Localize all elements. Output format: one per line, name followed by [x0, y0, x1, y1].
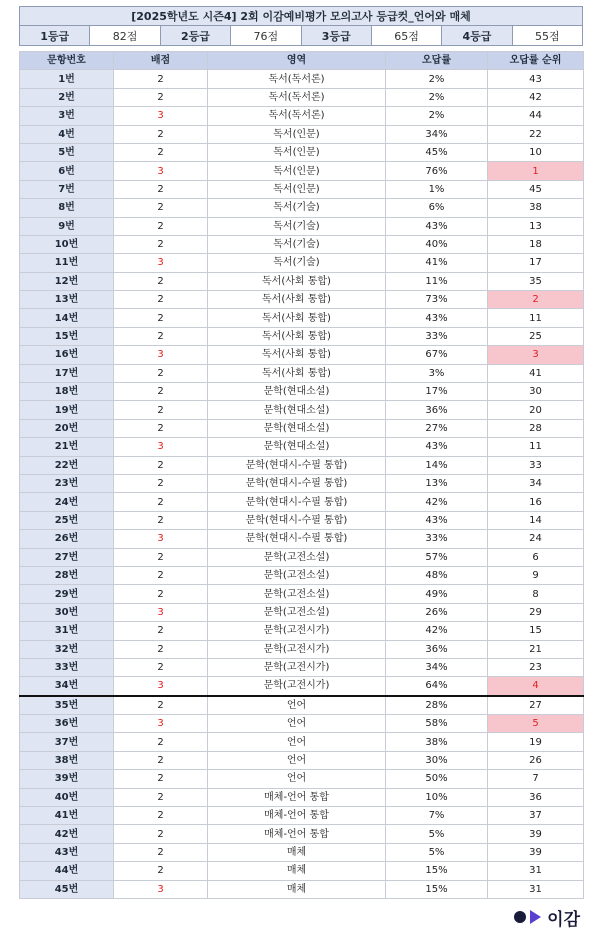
logo-text: 이감 [547, 909, 580, 930]
page-title: [2025학년도 시즌4] 2회 이감예비평가 모의고사 등급컷_언어와 매체 [20, 7, 583, 26]
header-error-rate: 오답률 [386, 52, 488, 70]
cell-points: 2 [114, 493, 208, 511]
grade-cut-label: 1등급 [20, 26, 90, 46]
table-row [20, 217, 584, 235]
cell-question-number: 19번 [20, 401, 114, 419]
cell-error-rate: 49% [386, 585, 488, 603]
table-row [20, 401, 584, 419]
cell-error-rate: 15% [386, 880, 488, 898]
header-question-number: 문항번호 [20, 52, 114, 70]
cell-area: 문학(고전소설) [208, 603, 386, 621]
cell-question-number: 42번 [20, 825, 114, 843]
cell-question-number: 14번 [20, 309, 114, 327]
table-row [20, 770, 584, 788]
cell-question-number: 21번 [20, 438, 114, 456]
cell-points: 2 [114, 696, 208, 715]
cell-area: 독서(사회 통합) [208, 272, 386, 290]
cell-error-rank: 11 [488, 309, 584, 327]
cell-area: 문학(현대소설) [208, 401, 386, 419]
cell-question-number: 23번 [20, 474, 114, 492]
cell-error-rate: 14% [386, 456, 488, 474]
table-row [20, 715, 584, 733]
cell-error-rate: 36% [386, 401, 488, 419]
cell-points: 3 [114, 603, 208, 621]
cell-error-rate: 36% [386, 640, 488, 658]
cell-points: 2 [114, 125, 208, 143]
cell-points: 2 [114, 309, 208, 327]
cell-points: 2 [114, 217, 208, 235]
cell-points: 3 [114, 530, 208, 548]
cell-points: 2 [114, 566, 208, 584]
cell-area: 언어 [208, 715, 386, 733]
table-row [20, 880, 584, 898]
cell-area: 독서(독서론) [208, 70, 386, 88]
table-header-row [20, 52, 584, 70]
table-row [20, 254, 584, 272]
cell-question-number: 18번 [20, 383, 114, 401]
cell-area: 문학(고전소설) [208, 548, 386, 566]
cell-error-rank: 9 [488, 566, 584, 584]
cell-question-number: 40번 [20, 788, 114, 806]
cell-error-rate: 48% [386, 566, 488, 584]
cell-error-rate: 34% [386, 125, 488, 143]
cell-error-rate: 1% [386, 180, 488, 198]
cell-error-rank: 34 [488, 474, 584, 492]
cell-question-number: 32번 [20, 640, 114, 658]
cell-points: 2 [114, 548, 208, 566]
cell-question-number: 15번 [20, 327, 114, 345]
grade-cut-value: 76점 [231, 26, 301, 46]
grade-cut-value: 55점 [512, 26, 582, 46]
logo-triangle-icon [530, 910, 541, 924]
cell-area: 매체 [208, 843, 386, 861]
cell-points: 2 [114, 327, 208, 345]
table-row [20, 658, 584, 676]
table-row [20, 640, 584, 658]
table-row [20, 199, 584, 217]
cell-error-rank: 31 [488, 880, 584, 898]
cell-error-rank: 7 [488, 770, 584, 788]
cell-question-number: 22번 [20, 456, 114, 474]
cell-area: 독서(사회 통합) [208, 327, 386, 345]
cell-question-number: 43번 [20, 843, 114, 861]
cell-error-rate: 50% [386, 770, 488, 788]
cell-points: 2 [114, 640, 208, 658]
cell-error-rate: 17% [386, 383, 488, 401]
cell-area: 문학(현대시-수필 통합) [208, 511, 386, 529]
cell-question-number: 16번 [20, 346, 114, 364]
cell-points: 3 [114, 677, 208, 696]
cell-area: 독서(기술) [208, 199, 386, 217]
cell-error-rank: 4 [488, 677, 584, 696]
cell-error-rank: 1 [488, 162, 584, 180]
cell-area: 독서(사회 통합) [208, 291, 386, 309]
cell-area: 언어 [208, 696, 386, 715]
cell-points: 3 [114, 254, 208, 272]
cell-error-rank: 17 [488, 254, 584, 272]
cell-area: 독서(인문) [208, 162, 386, 180]
cell-error-rate: 58% [386, 715, 488, 733]
cell-points: 2 [114, 807, 208, 825]
table-row [20, 235, 584, 253]
cell-question-number: 45번 [20, 880, 114, 898]
table-row [20, 125, 584, 143]
cell-area: 독서(인문) [208, 125, 386, 143]
cell-error-rank: 33 [488, 456, 584, 474]
grade-cut-label: 3등급 [301, 26, 371, 46]
cell-points: 3 [114, 438, 208, 456]
cell-error-rate: 45% [386, 143, 488, 161]
cell-points: 3 [114, 715, 208, 733]
cell-area: 독서(독서론) [208, 107, 386, 125]
cell-question-number: 28번 [20, 566, 114, 584]
cell-area: 매체-언어 통합 [208, 825, 386, 843]
cell-error-rank: 28 [488, 419, 584, 437]
cell-area: 문학(현대시-수필 통합) [208, 493, 386, 511]
cell-error-rate: 43% [386, 217, 488, 235]
table-row [20, 751, 584, 769]
brand-logo [514, 906, 580, 928]
cell-area: 문학(현대시-수필 통합) [208, 456, 386, 474]
cell-question-number: 31번 [20, 622, 114, 640]
cell-question-number: 29번 [20, 585, 114, 603]
grade-cut-label: 2등급 [160, 26, 230, 46]
cell-error-rank: 2 [488, 291, 584, 309]
table-row [20, 346, 584, 364]
cell-error-rate: 10% [386, 788, 488, 806]
cell-question-number: 2번 [20, 88, 114, 106]
header-points: 배점 [114, 52, 208, 70]
cell-area: 문학(고전시가) [208, 677, 386, 696]
cell-area: 언어 [208, 733, 386, 751]
cell-error-rate: 43% [386, 511, 488, 529]
cell-error-rate: 33% [386, 530, 488, 548]
table-body [20, 70, 584, 899]
cell-error-rank: 29 [488, 603, 584, 621]
table-row [20, 825, 584, 843]
cell-area: 매체-언어 통합 [208, 788, 386, 806]
cell-error-rank: 43 [488, 70, 584, 88]
cell-points: 2 [114, 862, 208, 880]
cell-error-rank: 15 [488, 622, 584, 640]
cell-error-rank: 25 [488, 327, 584, 345]
table-row [20, 511, 584, 529]
cell-error-rate: 42% [386, 493, 488, 511]
cell-question-number: 36번 [20, 715, 114, 733]
cell-points: 2 [114, 88, 208, 106]
cell-error-rate: 13% [386, 474, 488, 492]
cell-area: 독서(사회 통합) [208, 309, 386, 327]
cell-area: 문학(현대소설) [208, 438, 386, 456]
cell-question-number: 27번 [20, 548, 114, 566]
cell-error-rate: 73% [386, 291, 488, 309]
cell-error-rate: 27% [386, 419, 488, 437]
cell-error-rank: 13 [488, 217, 584, 235]
cell-question-number: 24번 [20, 493, 114, 511]
cell-area: 독서(기술) [208, 235, 386, 253]
cell-question-number: 41번 [20, 807, 114, 825]
cell-points: 2 [114, 658, 208, 676]
grade-cut-table [19, 25, 583, 46]
cell-points: 2 [114, 180, 208, 198]
cell-points: 3 [114, 107, 208, 125]
table-row [20, 438, 584, 456]
cell-points: 2 [114, 401, 208, 419]
cell-question-number: 1번 [20, 70, 114, 88]
table-row [20, 843, 584, 861]
cell-question-number: 8번 [20, 199, 114, 217]
cell-error-rate: 38% [386, 733, 488, 751]
cell-area: 문학(현대시-수필 통합) [208, 530, 386, 548]
cell-error-rank: 24 [488, 530, 584, 548]
table-row [20, 309, 584, 327]
cell-error-rank: 10 [488, 143, 584, 161]
cell-error-rate: 40% [386, 235, 488, 253]
cell-points: 2 [114, 843, 208, 861]
cell-error-rate: 7% [386, 807, 488, 825]
table-row [20, 733, 584, 751]
table-row [20, 622, 584, 640]
cell-error-rank: 35 [488, 272, 584, 290]
cell-question-number: 20번 [20, 419, 114, 437]
cell-error-rank: 23 [488, 658, 584, 676]
cell-points: 3 [114, 880, 208, 898]
header-error-rank: 오답률 순위 [488, 52, 584, 70]
table-row [20, 70, 584, 88]
cell-error-rate: 33% [386, 327, 488, 345]
cell-area: 언어 [208, 751, 386, 769]
cell-points: 2 [114, 770, 208, 788]
cell-error-rate: 34% [386, 658, 488, 676]
cell-error-rate: 43% [386, 309, 488, 327]
grade-cut-value: 82점 [90, 26, 160, 46]
grade-cut-label: 4등급 [442, 26, 512, 46]
cell-points: 2 [114, 456, 208, 474]
cell-points: 2 [114, 272, 208, 290]
table-row [20, 180, 584, 198]
cell-error-rank: 36 [488, 788, 584, 806]
cell-error-rank: 39 [488, 825, 584, 843]
cell-error-rank: 26 [488, 751, 584, 769]
cell-error-rank: 27 [488, 696, 584, 715]
cell-error-rank: 42 [488, 88, 584, 106]
cell-error-rate: 67% [386, 346, 488, 364]
cell-area: 문학(고전소설) [208, 566, 386, 584]
cell-points: 2 [114, 788, 208, 806]
cell-area: 독서(인문) [208, 143, 386, 161]
cell-error-rate: 76% [386, 162, 488, 180]
cell-error-rank: 5 [488, 715, 584, 733]
cell-points: 2 [114, 622, 208, 640]
table-row [20, 107, 584, 125]
cell-area: 매체 [208, 862, 386, 880]
cell-error-rate: 64% [386, 677, 488, 696]
cell-question-number: 6번 [20, 162, 114, 180]
cell-points: 2 [114, 199, 208, 217]
cell-error-rank: 16 [488, 493, 584, 511]
cell-area: 문학(현대시-수필 통합) [208, 474, 386, 492]
cell-question-number: 35번 [20, 696, 114, 715]
cell-area: 문학(고전소설) [208, 585, 386, 603]
cell-points: 2 [114, 751, 208, 769]
table-row [20, 585, 584, 603]
table-row [20, 291, 584, 309]
cell-question-number: 9번 [20, 217, 114, 235]
cell-question-number: 11번 [20, 254, 114, 272]
cell-error-rank: 41 [488, 364, 584, 382]
cell-question-number: 5번 [20, 143, 114, 161]
cell-error-rate: 30% [386, 751, 488, 769]
cell-error-rate: 6% [386, 199, 488, 217]
cell-area: 문학(현대소설) [208, 419, 386, 437]
cell-question-number: 26번 [20, 530, 114, 548]
cell-area: 독서(사회 통합) [208, 364, 386, 382]
cell-error-rank: 44 [488, 107, 584, 125]
cell-error-rank: 45 [488, 180, 584, 198]
cell-area: 매체 [208, 880, 386, 898]
cell-error-rank: 38 [488, 199, 584, 217]
grade-cut-value: 65점 [371, 26, 441, 46]
cell-question-number: 44번 [20, 862, 114, 880]
cell-error-rate: 41% [386, 254, 488, 272]
table-row [20, 530, 584, 548]
table-row [20, 456, 584, 474]
cell-error-rank: 20 [488, 401, 584, 419]
cell-error-rank: 18 [488, 235, 584, 253]
header-area: 영역 [208, 52, 386, 70]
cell-points: 2 [114, 733, 208, 751]
cell-area: 문학(고전시가) [208, 640, 386, 658]
cell-question-number: 3번 [20, 107, 114, 125]
cell-error-rank: 14 [488, 511, 584, 529]
cell-points: 2 [114, 511, 208, 529]
cell-question-number: 39번 [20, 770, 114, 788]
cell-area: 언어 [208, 770, 386, 788]
cell-error-rate: 42% [386, 622, 488, 640]
table-row [20, 162, 584, 180]
cell-question-number: 38번 [20, 751, 114, 769]
table-row [20, 327, 584, 345]
table-row [20, 566, 584, 584]
cell-error-rate: 5% [386, 843, 488, 861]
item-analysis-table [19, 51, 584, 899]
cell-area: 독서(기술) [208, 254, 386, 272]
cell-error-rank: 22 [488, 125, 584, 143]
cell-error-rate: 2% [386, 70, 488, 88]
cell-error-rate: 57% [386, 548, 488, 566]
cell-question-number: 17번 [20, 364, 114, 382]
cell-error-rate: 28% [386, 696, 488, 715]
table-row [20, 807, 584, 825]
table-row [20, 364, 584, 382]
cell-points: 2 [114, 474, 208, 492]
cell-area: 독서(인문) [208, 180, 386, 198]
cell-question-number: 10번 [20, 235, 114, 253]
logo-dot-icon [514, 911, 526, 923]
cell-area: 독서(사회 통합) [208, 346, 386, 364]
cell-question-number: 37번 [20, 733, 114, 751]
table-row [20, 603, 584, 621]
table-row [20, 383, 584, 401]
cell-points: 2 [114, 383, 208, 401]
table-row [20, 493, 584, 511]
cell-error-rate: 2% [386, 88, 488, 106]
cell-question-number: 33번 [20, 658, 114, 676]
cell-question-number: 4번 [20, 125, 114, 143]
cell-area: 문학(고전시가) [208, 622, 386, 640]
cell-error-rank: 8 [488, 585, 584, 603]
cell-points: 2 [114, 585, 208, 603]
cell-area: 문학(현대소설) [208, 383, 386, 401]
title-bar [19, 6, 583, 26]
cell-error-rate: 2% [386, 107, 488, 125]
cell-question-number: 25번 [20, 511, 114, 529]
cell-question-number: 12번 [20, 272, 114, 290]
cell-error-rate: 3% [386, 364, 488, 382]
cell-error-rank: 30 [488, 383, 584, 401]
cell-area: 매체-언어 통합 [208, 807, 386, 825]
cell-error-rank: 6 [488, 548, 584, 566]
cell-error-rank: 21 [488, 640, 584, 658]
cell-error-rate: 26% [386, 603, 488, 621]
table-row [20, 862, 584, 880]
cell-error-rate: 11% [386, 272, 488, 290]
cell-error-rank: 19 [488, 733, 584, 751]
table-row [20, 419, 584, 437]
cell-area: 문학(고전시가) [208, 658, 386, 676]
cell-points: 2 [114, 291, 208, 309]
cell-area: 독서(독서론) [208, 88, 386, 106]
cell-points: 2 [114, 825, 208, 843]
table-row [20, 272, 584, 290]
table-row [20, 677, 584, 696]
cell-points: 2 [114, 419, 208, 437]
cell-error-rate: 43% [386, 438, 488, 456]
cell-points: 2 [114, 364, 208, 382]
cell-error-rank: 39 [488, 843, 584, 861]
cell-error-rate: 5% [386, 825, 488, 843]
cell-points: 2 [114, 235, 208, 253]
table-row [20, 88, 584, 106]
cell-question-number: 7번 [20, 180, 114, 198]
cell-points: 2 [114, 70, 208, 88]
cell-error-rank: 37 [488, 807, 584, 825]
cell-error-rank: 11 [488, 438, 584, 456]
cell-points: 3 [114, 346, 208, 364]
table-row [20, 548, 584, 566]
cell-error-rate: 15% [386, 862, 488, 880]
table-row [20, 474, 584, 492]
cell-area: 독서(기술) [208, 217, 386, 235]
cell-error-rank: 3 [488, 346, 584, 364]
cell-error-rank: 31 [488, 862, 584, 880]
cell-question-number: 13번 [20, 291, 114, 309]
table-row [20, 143, 584, 161]
cell-points: 2 [114, 143, 208, 161]
table-row [20, 696, 584, 715]
table-row [20, 788, 584, 806]
cell-points: 3 [114, 162, 208, 180]
cell-question-number: 34번 [20, 677, 114, 696]
cell-question-number: 30번 [20, 603, 114, 621]
